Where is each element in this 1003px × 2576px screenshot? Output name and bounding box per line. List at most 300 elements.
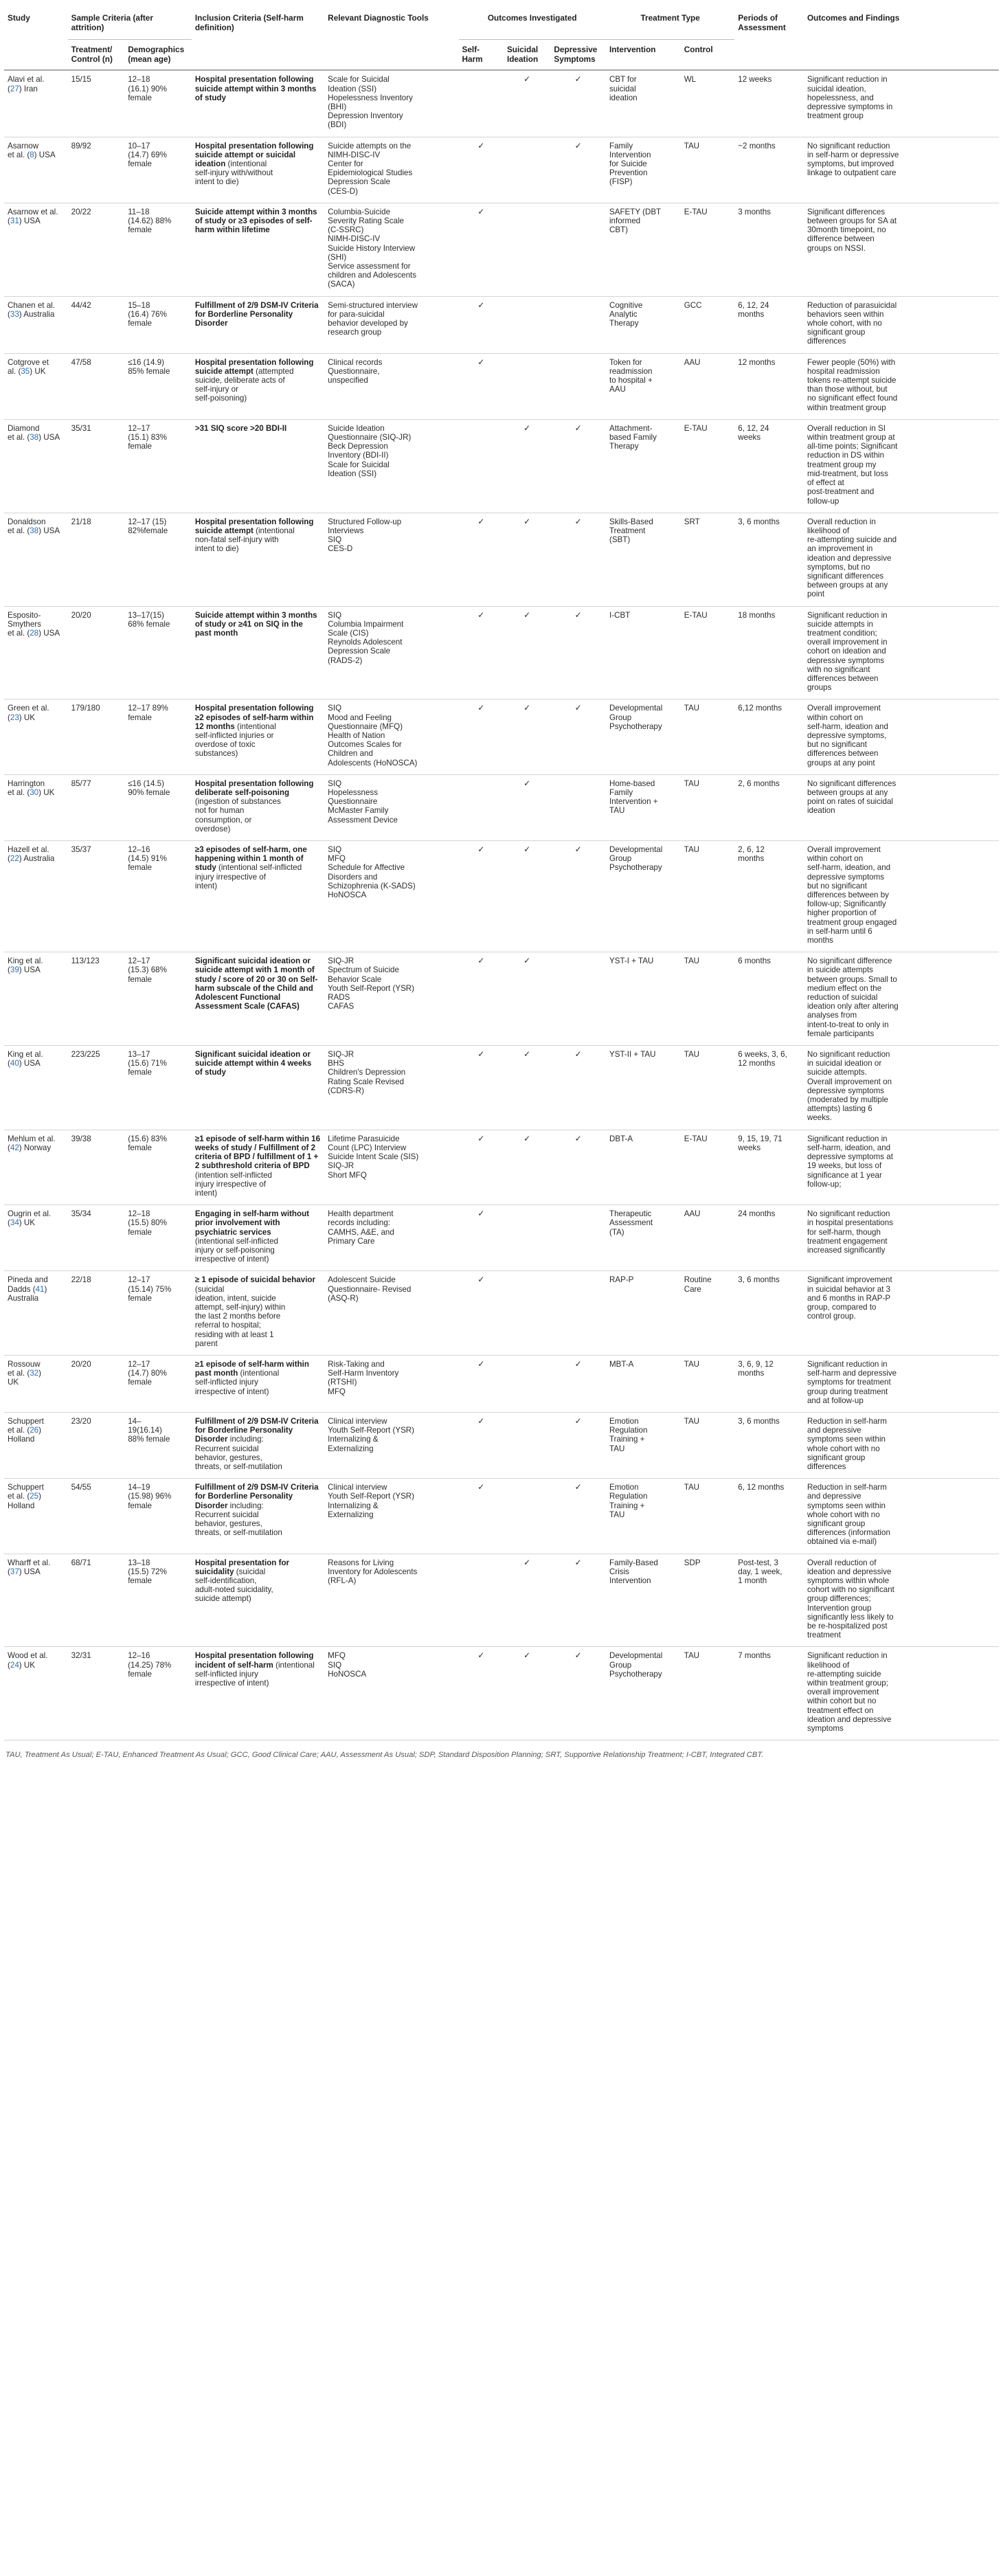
- suicidal-ideation-check: [504, 1479, 550, 1554]
- study-cell: [4, 1647, 68, 1740]
- depressive-symptoms-check: [550, 952, 606, 1046]
- reference-link[interactable]: 26: [30, 1426, 39, 1435]
- self-harm-check: ✓: [459, 1046, 504, 1130]
- periods-cell: 3, 6 months: [734, 513, 804, 606]
- study-name: King et al. (: [8, 956, 43, 975]
- table-row: [4, 606, 999, 699]
- findings-cell: No significant reduction in hospital presentations for self-harm, though treatment engagement increased significantly: [804, 1205, 999, 1271]
- study-cell: [4, 841, 68, 952]
- inclusion-criteria-main: ≥3 episodes of self-harm, one happening within 1 month of study: [194, 845, 307, 873]
- header-intervention: Intervention: [606, 40, 681, 71]
- reference-link[interactable]: 32: [30, 1369, 39, 1378]
- intervention-cell: Developmental Group Psychotherapy: [606, 699, 681, 774]
- sample-size-cell: 54/55: [68, 1479, 125, 1554]
- header-control: Control: [681, 40, 735, 71]
- depressive-symptoms-check: ✓: [550, 1130, 606, 1205]
- self-harm-check: [459, 70, 504, 137]
- header-treatment-type: Treatment Type: [606, 5, 734, 40]
- intervention-cell: Developmental Group Psychotherapy: [606, 1647, 681, 1740]
- self-harm-definition: (intentional self-inflicted injury irrespective of intent): [194, 863, 302, 891]
- sample-size-cell: 179/180: [68, 699, 125, 774]
- study-name: Diamond et al. (: [8, 423, 40, 443]
- suicidal-ideation-check: [504, 1271, 550, 1356]
- sample-size-cell: 89/92: [68, 137, 125, 203]
- self-harm-check: ✓: [459, 1355, 504, 1412]
- suicidal-ideation-check: [504, 353, 550, 419]
- sample-size-cell: 20/20: [68, 1355, 125, 1412]
- study-name: Schuppert et al. (: [8, 1483, 44, 1501]
- study-cell: [4, 419, 68, 513]
- study-name: Wood et al. (: [8, 1651, 48, 1670]
- demographics-cell: 13–17(15) 68% female: [124, 606, 192, 699]
- study-name: Pineda and Dadds (: [8, 1275, 48, 1294]
- suicidal-ideation-check: ✓: [504, 1046, 550, 1130]
- table-row: [4, 774, 999, 840]
- inclusion-criteria-cell: [192, 419, 324, 513]
- demographics-cell: 12–17 (15.1) 83% female: [124, 419, 192, 513]
- inclusion-criteria-main: Hospital presentation following suicide attempt: [194, 357, 314, 376]
- inclusion-criteria-main: Hospital presentation following deliberate self-poisoning: [194, 779, 314, 797]
- suicidal-ideation-check: ✓: [504, 774, 550, 840]
- suicidal-ideation-check: ✓: [504, 419, 550, 513]
- findings-cell: No significant reduction in suicidal ideation or suicide attempts. Overall improvement on depressive symptoms (moderated by multiple attempts) lasting 6 weeks.: [804, 1046, 999, 1130]
- study-cell: [4, 774, 68, 840]
- inclusion-criteria-cell: [192, 353, 324, 419]
- depressive-symptoms-check: [550, 774, 606, 840]
- reference-link[interactable]: 8: [30, 150, 34, 159]
- header-suicidal-ideation: Suicidal Ideation: [504, 40, 550, 71]
- inclusion-criteria-cell: [192, 1554, 324, 1647]
- study-cell: [4, 70, 68, 137]
- study-name: Green et al. (: [8, 704, 49, 722]
- table-row: [4, 1271, 999, 1356]
- demographics-cell: 12–16 (14.5) 91% female: [124, 841, 192, 952]
- depressive-symptoms-check: ✓: [550, 419, 606, 513]
- suicidal-ideation-check: ✓: [504, 1647, 550, 1740]
- study-country: ) USA: [38, 526, 60, 535]
- table-row: [4, 419, 999, 513]
- table-row: [4, 70, 999, 137]
- inclusion-criteria-cell: [192, 203, 324, 296]
- self-harm-definition: (intentional self-inflicted injury irrespective of intent): [194, 1660, 315, 1688]
- findings-cell: Reduction of parasuicidal behaviors seen within whole cohort, with no significant group differences: [804, 296, 999, 353]
- periods-cell: 3, 6 months: [734, 1271, 804, 1356]
- reference-link[interactable]: 42: [10, 1143, 19, 1152]
- study-country: ) Iran: [19, 84, 38, 93]
- inclusion-criteria-cell: [192, 513, 324, 606]
- control-cell: TAU: [681, 1355, 735, 1412]
- findings-cell: Overall improvement within cohort on self-harm, ideation and depressive symptoms, but no significant differences between groups at any point: [804, 699, 999, 774]
- intervention-cell: Family-Based Crisis Intervention: [606, 1554, 681, 1647]
- reference-link[interactable]: 33: [10, 309, 19, 319]
- control-cell: TAU: [681, 1479, 735, 1554]
- diagnostic-tools-cell: SIQ Columbia Impairment Scale (CIS) Reynolds Adolescent Depression Scale (RADS-2): [324, 606, 458, 699]
- self-harm-check: [459, 774, 504, 840]
- reference-link[interactable]: 27: [10, 84, 19, 93]
- findings-cell: Overall reduction in likelihood of re-attempting suicide and an improvement in ideation and depressive symptoms, but no significant differences between groups at any point: [804, 513, 999, 606]
- inclusion-criteria-cell: [192, 1046, 324, 1130]
- header-depressive-symptoms: Depressive Symptoms: [550, 40, 606, 71]
- header-n: Treatment/ Control (n): [68, 40, 125, 71]
- control-cell: SRT: [681, 513, 735, 606]
- findings-cell: Significant reduction in self-harm and depressive symptoms for treatment group during treatment and at follow-up: [804, 1355, 999, 1412]
- intervention-cell: Emotion Regulation Training + TAU: [606, 1479, 681, 1554]
- findings-cell: Significant differences between groups for SA at 30month timepoint, no difference between groups on NSSI.: [804, 203, 999, 296]
- self-harm-check: ✓: [459, 1130, 504, 1205]
- control-cell: AAU: [681, 1205, 735, 1271]
- inclusion-criteria-cell: [192, 606, 324, 699]
- periods-cell: 6 months: [734, 952, 804, 1046]
- self-harm-definition: (intentional self-injury with/without intent to die): [194, 159, 273, 187]
- study-country: ) Australia: [8, 1284, 47, 1303]
- reference-link[interactable]: 31: [10, 216, 19, 226]
- header-inclusion-criteria: Inclusion Criteria (Self-harm definition): [192, 5, 324, 70]
- diagnostic-tools-cell: Columbia-Suicide Severity Rating Scale (C-SSRC) NIMH-DISC-IV Suicide History Interview (SHI) Service assessment for children and Adolescents (SACA): [324, 203, 458, 296]
- depressive-symptoms-check: ✓: [550, 513, 606, 606]
- inclusion-criteria-main: Hospital presentation following suicide attempt or suicidal ideation: [194, 141, 314, 168]
- table-row: [4, 353, 999, 419]
- suicidal-ideation-check: ✓: [504, 1130, 550, 1205]
- studies-table: [4, 5, 999, 1740]
- self-harm-definition: including: Recurrent suicidal behavior, gestures, threats, or self-mutilation: [194, 1501, 282, 1538]
- reference-link[interactable]: 37: [10, 1567, 19, 1576]
- diagnostic-tools-cell: Semi-structured interview for para-suicidal behavior developed by research group: [324, 296, 458, 353]
- header-diagnostic-tools: Relevant Diagnostic Tools: [324, 5, 458, 70]
- sample-size-cell: 44/42: [68, 296, 125, 353]
- suicidal-ideation-check: [504, 1205, 550, 1271]
- intervention-cell: Token for readmission to hospital + AAU: [606, 353, 681, 419]
- depressive-symptoms-check: ✓: [550, 841, 606, 952]
- reference-link[interactable]: 38: [30, 433, 39, 443]
- findings-cell: Reduction in self-harm and depressive symptoms seen within whole cohort with no significant group differences (information obtained via e-mail): [804, 1479, 999, 1554]
- depressive-symptoms-check: ✓: [550, 1479, 606, 1554]
- intervention-cell: Developmental Group Psychotherapy: [606, 841, 681, 952]
- reference-link[interactable]: 34: [10, 1218, 19, 1228]
- reference-link[interactable]: 24: [10, 1660, 19, 1670]
- inclusion-criteria-main: ≥1 episode of self-harm within 16 weeks of study / Fulfillment of 2 criteria of BPD / fulfillment of 1 + 2 subthreshold criteria of BPD: [194, 1134, 321, 1171]
- self-harm-definition: (intention self-inflicted injury irrespective of intent): [194, 1170, 272, 1198]
- inclusion-criteria-cell: [192, 1647, 324, 1740]
- self-harm-check: ✓: [459, 606, 504, 699]
- study-name: Ougrin et al. (: [8, 1209, 52, 1228]
- self-harm-check: [459, 1554, 504, 1647]
- diagnostic-tools-cell: Clinical records Questionnaire, unspecified: [324, 353, 458, 419]
- table-row: [4, 952, 999, 1046]
- inclusion-criteria-cell: [192, 699, 324, 774]
- diagnostic-tools-cell: Clinical interview Youth Self-Report (YSR) Internalizing & Externalizing: [324, 1479, 458, 1554]
- demographics-cell: ≤16 (14.9) 85% female: [124, 353, 192, 419]
- suicidal-ideation-check: ✓: [504, 841, 550, 952]
- inclusion-criteria-cell: [192, 774, 324, 840]
- suicidal-ideation-check: [504, 203, 550, 296]
- inclusion-criteria-cell: [192, 1479, 324, 1554]
- control-cell: E-TAU: [681, 419, 735, 513]
- self-harm-definition: (intentional self-inflicted injury or self-poisoning irrespective of intent): [194, 1236, 278, 1264]
- periods-cell: ~2 months: [734, 137, 804, 203]
- self-harm-check: ✓: [459, 137, 504, 203]
- header-study: Study: [4, 5, 68, 70]
- self-harm-definition: (attempted suicide, deliberate acts of self-injury or self-poisoning): [194, 366, 294, 403]
- sample-size-cell: 85/77: [68, 774, 125, 840]
- self-harm-definition: (ingestion of substances not for human consumption, or overdose): [194, 797, 281, 833]
- reference-link[interactable]: 35: [21, 366, 30, 376]
- diagnostic-tools-cell: Reasons for Living Inventory for Adolescents (RFL-A): [324, 1554, 458, 1647]
- periods-cell: 3 months: [734, 203, 804, 296]
- study-name: Asarnow et al. (: [8, 207, 58, 226]
- study-cell: [4, 1479, 68, 1554]
- control-cell: GCC: [681, 296, 735, 353]
- diagnostic-tools-cell: SIQ Mood and Feeling Questionnaire (MFQ) Health of Nation Outcomes Scales for Children and Adolescents (HoNOSCA): [324, 699, 458, 774]
- study-cell: [4, 137, 68, 203]
- study-name: Harrington et al. (: [8, 779, 45, 797]
- suicidal-ideation-check: [504, 296, 550, 353]
- periods-cell: 2, 6 months: [734, 774, 804, 840]
- header-outcomes-investigated: Outcomes Investigated: [459, 5, 606, 40]
- control-cell: TAU: [681, 1647, 735, 1740]
- inclusion-criteria-main: Significant suicidal ideation or suicide attempt within 4 weeks of study: [194, 1050, 312, 1077]
- suicidal-ideation-check: [504, 1412, 550, 1478]
- study-country: ) Australia: [19, 854, 55, 864]
- intervention-cell: SAFETY (DBT informed CBT): [606, 203, 681, 296]
- study-cell: [4, 1355, 68, 1412]
- demographics-cell: 12–18 (16.1) 90% female: [124, 70, 192, 137]
- self-harm-check: ✓: [459, 296, 504, 353]
- sample-size-cell: 32/31: [68, 1647, 125, 1740]
- depressive-symptoms-check: [550, 296, 606, 353]
- demographics-cell: 14– 19(16.14) 88% female: [124, 1412, 192, 1478]
- table-row: [4, 1355, 999, 1412]
- demographics-cell: 12–17 89% female: [124, 699, 192, 774]
- self-harm-check: ✓: [459, 513, 504, 606]
- table-row: [4, 1554, 999, 1647]
- self-harm-definition: including: Recurrent suicidal behavior, gestures, threats, or self-mutilation: [194, 1435, 282, 1471]
- demographics-cell: 12–17 (14.7) 80% female: [124, 1355, 192, 1412]
- header-demographics: Demographics (mean age): [124, 40, 192, 71]
- findings-cell: No significant differences between groups at any point on rates of suicidal ideation: [804, 774, 999, 840]
- findings-cell: Significant reduction in suicide attempts in treatment condition; overall improvement in cohort on ideation and depressive symptoms with no significant differences between groups: [804, 606, 999, 699]
- control-cell: AAU: [681, 353, 735, 419]
- intervention-cell: DBT-A: [606, 1130, 681, 1205]
- self-harm-check: ✓: [459, 1479, 504, 1554]
- inclusion-criteria-cell: [192, 841, 324, 952]
- table-body: [4, 70, 999, 1740]
- suicidal-ideation-check: ✓: [504, 952, 550, 1046]
- diagnostic-tools-cell: Clinical interview Youth Self-Report (YSR) Internalizing & Externalizing: [324, 1412, 458, 1478]
- sample-size-cell: 68/71: [68, 1554, 125, 1647]
- study-name: Asarnow et al. (: [8, 141, 39, 159]
- depressive-symptoms-check: ✓: [550, 137, 606, 203]
- intervention-cell: Skills-Based Treatment (SBT): [606, 513, 681, 606]
- table-header: [4, 5, 999, 70]
- inclusion-criteria-cell: [192, 1271, 324, 1356]
- study-country: ) USA: [38, 628, 60, 638]
- study-country: ) USA: [19, 1567, 41, 1576]
- depressive-symptoms-check: ✓: [550, 1412, 606, 1478]
- inclusion-criteria-main: Significant suicidal ideation or suicide attempt with 1 month of study / score of 20 or 30 on Self-harm subscale of the Child and Adolescent Functional Assessment Scale (CAFAS): [194, 956, 318, 1011]
- reference-link[interactable]: 38: [30, 526, 39, 535]
- self-harm-check: ✓: [459, 952, 504, 1046]
- findings-cell: Overall improvement within cohort on self-harm, ideation, and depressive symptoms but no significant differences between by follow-up; Significantly higher proportion of treatment group engaged in self-harm until 6 months: [804, 841, 999, 952]
- diagnostic-tools-cell: Adolescent Suicide Questionnaire- Revised (ASQ-R): [324, 1271, 458, 1356]
- study-cell: [4, 353, 68, 419]
- study-name: Schuppert et al. (: [8, 1416, 44, 1435]
- demographics-cell: 12–18 (15.5) 80% female: [124, 1205, 192, 1271]
- demographics-cell: 12–16 (14.25) 78% female: [124, 1647, 192, 1740]
- header-sample-criteria: Sample Criteria (after attrition): [68, 5, 192, 40]
- table-row: [4, 1130, 999, 1205]
- self-harm-definition: (suicidal ideation, intent, suicide attempt, self-injury) within the last 2 months before referral to hospital; residing with at least 1 parent: [194, 1284, 286, 1348]
- periods-cell: 9, 15, 19, 71 weeks: [734, 1130, 804, 1205]
- diagnostic-tools-cell: Scale for Suicidal Ideation (SSI) Hopelessness Inventory (BHI) Depression Inventory (BDI): [324, 70, 458, 137]
- inclusion-criteria-main: ≥1 episode of self-harm within past month: [194, 1359, 309, 1378]
- header-self-harm: Self-Harm: [459, 40, 504, 71]
- diagnostic-tools-cell: Risk-Taking and Self-Harm Inventory (RTSHI) MFQ: [324, 1355, 458, 1412]
- findings-cell: Overall reduction in SI within treatment group at all-time points; Significant reduction in DS within treatment group my mid-treatment, but loss of effect at post-treatment and follow-up: [804, 419, 999, 513]
- depressive-symptoms-check: ✓: [550, 699, 606, 774]
- reference-link[interactable]: 22: [10, 854, 19, 864]
- reference-link[interactable]: 41: [35, 1284, 45, 1294]
- sample-size-cell: 35/31: [68, 419, 125, 513]
- suicidal-ideation-check: ✓: [504, 513, 550, 606]
- self-harm-definition: (intentional self-inflicted injuries or overdose of toxic substances): [194, 721, 276, 759]
- inclusion-criteria-main: Hospital presentation following suicide attempt within 3 months of study: [194, 75, 317, 102]
- control-cell: WL: [681, 70, 735, 137]
- self-harm-check: [459, 419, 504, 513]
- periods-cell: 7 months: [734, 1647, 804, 1740]
- demographics-cell: 10–17 (14.7) 69% female: [124, 137, 192, 203]
- study-country: ) UK: [38, 787, 55, 797]
- study-name: King et al. (: [8, 1050, 43, 1068]
- control-cell: TAU: [681, 699, 735, 774]
- study-country: ) Norway: [19, 1143, 52, 1152]
- header-periods: Periods of Assessment: [734, 5, 804, 70]
- reference-link[interactable]: 28: [30, 628, 39, 638]
- self-harm-check: ✓: [459, 353, 504, 419]
- study-country: ) USA: [38, 433, 60, 443]
- study-name: Donaldson et al. (: [8, 517, 46, 535]
- study-cell: [4, 1554, 68, 1647]
- intervention-cell: YST-I + TAU: [606, 952, 681, 1046]
- suicidal-ideation-check: [504, 1355, 550, 1412]
- inclusion-criteria-cell: [192, 1205, 324, 1271]
- inclusion-criteria-main: Suicide attempt within 3 months of study or ≥41 on SIQ in the past month: [194, 610, 317, 638]
- study-cell: [4, 203, 68, 296]
- study-cell: [4, 1130, 68, 1205]
- depressive-symptoms-check: [550, 353, 606, 419]
- header-findings: Outcomes and Findings: [804, 5, 999, 70]
- study-country: ) UK: [19, 713, 35, 722]
- table-row: [4, 1412, 999, 1478]
- periods-cell: 12 weeks: [734, 70, 804, 137]
- diagnostic-tools-cell: MFQ SIQ HoNOSCA: [324, 1647, 458, 1740]
- reference-link[interactable]: 23: [10, 713, 19, 722]
- study-country: ) Holland: [8, 1426, 41, 1444]
- table-row: [4, 1647, 999, 1740]
- sample-size-cell: 39/38: [68, 1130, 125, 1205]
- study-cell: [4, 606, 68, 699]
- control-cell: TAU: [681, 1412, 735, 1478]
- table-row: [4, 1479, 999, 1554]
- suicidal-ideation-check: ✓: [504, 1554, 550, 1647]
- periods-cell: Post-test, 3 day, 1 week, 1 month: [734, 1554, 804, 1647]
- inclusion-criteria-main: Hospital presentation following suicide attempt: [194, 517, 314, 535]
- findings-cell: Significant reduction in self-harm, ideation, and depressive symptoms at 19 weeks, but loss of significance at 1 year follow-up;: [804, 1130, 999, 1205]
- demographics-cell: 13–17 (15.6) 71% female: [124, 1046, 192, 1130]
- sample-size-cell: 223/225: [68, 1046, 125, 1130]
- table-row: [4, 296, 999, 353]
- findings-cell: No significant reduction in self-harm or depressive symptoms, but improved linkage to outpatient care: [804, 137, 999, 203]
- study-country: ) USA: [19, 1059, 41, 1068]
- intervention-cell: Attachment- based Family Therapy: [606, 419, 681, 513]
- intervention-cell: RAP-P: [606, 1271, 681, 1356]
- sample-size-cell: 113/123: [68, 952, 125, 1046]
- self-harm-definition: (intentional non-fatal self-injury with intent to die): [194, 526, 295, 554]
- reference-link[interactable]: 39: [10, 965, 19, 975]
- inclusion-criteria-main: Fulfillment of 2/9 DSM-IV Criteria for Borderline Personality Disorder: [194, 1483, 319, 1510]
- control-cell: SDP: [681, 1554, 735, 1647]
- sample-size-cell: 20/20: [68, 606, 125, 699]
- inclusion-criteria-main: Hospital presentation for suicidality: [194, 1558, 290, 1576]
- study-cell: [4, 296, 68, 353]
- depressive-symptoms-check: ✓: [550, 1046, 606, 1130]
- table-row: [4, 699, 999, 774]
- inclusion-criteria-main: >31 SIQ score >20 BDI-II: [194, 423, 287, 433]
- periods-cell: 3, 6, 9, 12 months: [734, 1355, 804, 1412]
- intervention-cell: MBT-A: [606, 1355, 681, 1412]
- reference-link[interactable]: 30: [30, 787, 39, 797]
- table-row: [4, 1046, 999, 1130]
- periods-cell: 6, 12, 24 weeks: [734, 419, 804, 513]
- intervention-cell: CBT for suicidal ideation: [606, 70, 681, 137]
- control-cell: Routine Care: [681, 1271, 735, 1356]
- inclusion-criteria-cell: [192, 952, 324, 1046]
- reference-link[interactable]: 40: [10, 1059, 19, 1068]
- demographics-cell: 11–18 (14.62) 88% female: [124, 203, 192, 296]
- demographics-cell: ≤16 (14.5) 90% female: [124, 774, 192, 840]
- demographics-cell: 12–17 (15.3) 68% female: [124, 952, 192, 1046]
- control-cell: TAU: [681, 952, 735, 1046]
- study-name: Alavi et al. (: [8, 75, 45, 93]
- intervention-cell: Home-based Family Intervention + TAU: [606, 774, 681, 840]
- inclusion-criteria-main: Hospital presentation following ≥2 episodes of self-harm within 12 months: [194, 704, 314, 731]
- study-name: Wharff et al. (: [8, 1558, 51, 1576]
- inclusion-criteria-main: Suicide attempt within 3 months of study or ≥3 episodes of self-harm within lifetime: [194, 207, 317, 235]
- periods-cell: 18 months: [734, 606, 804, 699]
- findings-cell: Reduction in self-harm and depressive symptoms seen within whole cohort with no significant group differences: [804, 1412, 999, 1478]
- control-cell: TAU: [681, 841, 735, 952]
- depressive-symptoms-check: ✓: [550, 70, 606, 137]
- demographics-cell: 12–17 (15) 82%female: [124, 513, 192, 606]
- findings-cell: Significant reduction in suicidal ideation, hopelessness, and depressive symptoms in treatment group: [804, 70, 999, 137]
- self-harm-definition: (suicidal self-identification, adult-noted suicidality, suicide attempt): [194, 1567, 273, 1604]
- inclusion-criteria-main: Engaging in self-harm without prior involvement with psychiatric services: [194, 1209, 310, 1237]
- inclusion-criteria-cell: [192, 70, 324, 137]
- diagnostic-tools-cell: Suicide Ideation Questionnaire (SIQ-JR) Beck Depression Inventory (BDI-II) Scale for Suicidal Ideation (SSI): [324, 419, 458, 513]
- demographics-cell: 14–19 (15.98) 96% female: [124, 1479, 192, 1554]
- demographics-cell: (15.6) 83% female: [124, 1130, 192, 1205]
- depressive-symptoms-check: ✓: [550, 1355, 606, 1412]
- study-country: ) USA: [19, 216, 41, 226]
- sample-size-cell: 15/15: [68, 70, 125, 137]
- inclusion-criteria-cell: [192, 1355, 324, 1412]
- self-harm-check: ✓: [459, 699, 504, 774]
- control-cell: TAU: [681, 1046, 735, 1130]
- diagnostic-tools-cell: Health department records including: CAMHS, A&E, and Primary Care: [324, 1205, 458, 1271]
- reference-link[interactable]: 25: [30, 1492, 39, 1501]
- control-cell: TAU: [681, 774, 735, 840]
- control-cell: E-TAU: [681, 606, 735, 699]
- inclusion-criteria-cell: [192, 1412, 324, 1478]
